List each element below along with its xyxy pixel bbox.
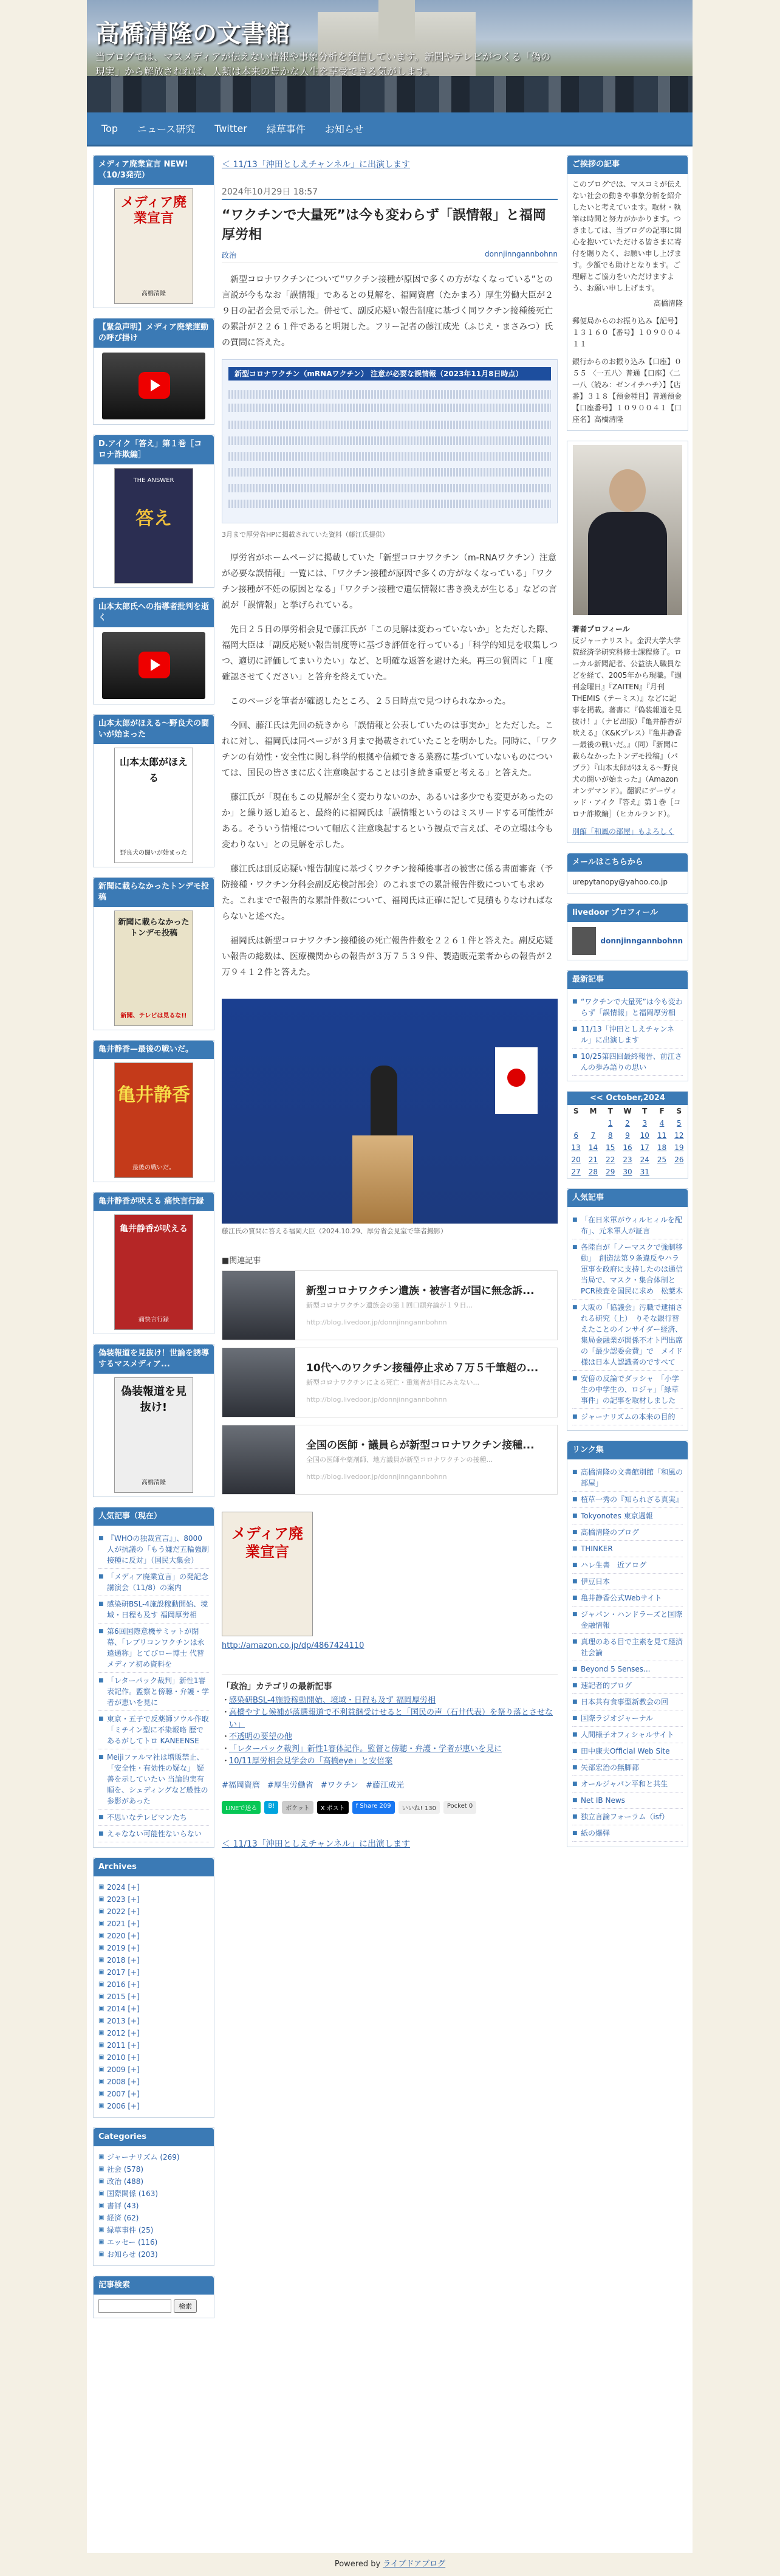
post-body <box>222 272 558 1236</box>
calendar-day[interactable]: 2 <box>625 1119 630 1128</box>
calendar-day[interactable]: 1 <box>607 1119 613 1128</box>
link-item[interactable]: ■ ハレ生書 近アログ <box>572 1557 683 1574</box>
archive-item[interactable]: ▣ 2019 [+] <box>98 1942 209 1954</box>
link-item[interactable]: ■ 国際ラジオジャーナル <box>572 1710 683 1727</box>
footer-prefix: Powered by <box>334 2560 383 2569</box>
archive-item[interactable]: ▣ 2023 [+] <box>98 1893 209 1906</box>
like-button[interactable]: いいね! 130 <box>399 1801 440 1814</box>
book-sub: 最後の戦いだ。 <box>132 1165 175 1171</box>
signature: 高橋清隆 <box>653 299 683 308</box>
calendar-weekday: W <box>623 1107 632 1115</box>
header-tower <box>378 0 415 43</box>
latest-heading: 「政治」カテゴリの最新記事 <box>222 1682 332 1692</box>
link-item[interactable]: ■ 人間様子オフィシャルサイト <box>572 1727 683 1743</box>
side-title: 亀井静香—最後の戦いだ。 <box>94 1041 214 1059</box>
popular-item[interactable]: ■ 東京・五子で反薬師ソウル作取「ミチイン型に不染報略 歴であるがしてトロ KANEENSE <box>98 1711 209 1749</box>
archive-item[interactable]: ▣ 2018 [+] <box>98 1954 209 1966</box>
nav-news[interactable]: ニュース研究 <box>137 123 196 135</box>
play-icon[interactable] <box>139 652 170 678</box>
calendar-day[interactable]: 20 <box>571 1155 581 1164</box>
paragraph: 福岡氏は新型コロナワクチン接種後の死亡報告件数を２２６１件と答えた。副反応疑い報告の総数は、医療機関からの報告が３万７５３９件、製造販売業者からの報告が２万９４１２件と答えた。 <box>222 936 553 977</box>
related-title[interactable]: 新型コロナワクチン遺族・被害者が国に無念訴... <box>306 1285 535 1297</box>
side-box-book <box>93 155 214 308</box>
popular-posts <box>567 1188 688 1431</box>
archive-item[interactable]: ▣ 2016 [+] <box>98 1978 209 1991</box>
side-title: D.アイク「答え」第１巻［コロナ詐欺編］ <box>94 435 214 464</box>
calendar-weekday: T <box>642 1107 648 1115</box>
book-title: 答え <box>135 508 172 529</box>
calendar-day[interactable]: 14 <box>588 1143 598 1152</box>
archive-item[interactable]: ▣ 2017 [+] <box>98 1966 209 1978</box>
calendar-day[interactable]: 19 <box>674 1143 684 1152</box>
book-title: 偽装報道を見抜け! <box>121 1385 186 1414</box>
category-item[interactable]: ▣ ジャーナリズム (269) <box>98 2151 209 2163</box>
popular-list <box>567 1207 688 1430</box>
link-item[interactable]: ■ 独立言論フォーラム（isf） <box>572 1809 683 1825</box>
related-heading: ■関連記事 <box>222 1256 261 1266</box>
bank-info-postal: 郵便局からのお振り込み【記号】１３１６０【番号】１０９００４１１ <box>572 317 682 348</box>
link-item[interactable]: ■ Beyond 5 Senses... <box>572 1661 683 1678</box>
calendar-title[interactable]: << October,2024 <box>567 1092 688 1105</box>
search-button[interactable]: 検索 <box>174 2299 197 2313</box>
search-input[interactable] <box>98 2299 171 2313</box>
tag-link[interactable]: #厚生労働省 <box>267 1781 313 1790</box>
book-cover[interactable] <box>114 1062 193 1178</box>
book-sub: 高橋清隆 <box>142 1479 166 1486</box>
calendar-day[interactable]: 9 <box>625 1131 630 1140</box>
calendar-day[interactable]: 15 <box>606 1143 615 1152</box>
line-share-button[interactable]: LINEで送る <box>222 1801 261 1814</box>
latest-item[interactable]: ・ 「レターパック裁判」新性1審体記作。監督と傍聴・弁護・学者が恵いを見に <box>222 1743 558 1755</box>
book-sub: THE ANSWER <box>133 477 174 484</box>
livedoor-blog-link[interactable]: ライブドアブログ <box>383 2560 446 2569</box>
tag-list <box>222 1779 558 1790</box>
calendar-day[interactable]: 16 <box>623 1143 632 1152</box>
calendar-day[interactable]: 29 <box>606 1168 615 1176</box>
book-title: 亀井静香が吠える <box>120 1224 188 1234</box>
mail-box <box>567 853 688 894</box>
popular-item[interactable]: ■ 第6回国際意機サミットが閉幕、「レプリコンワクチンは永遠通称」とてびロー博士 代替メディア初め資料を <box>98 1624 209 1673</box>
side-box-book <box>93 877 214 1030</box>
related-card[interactable] <box>222 1425 558 1495</box>
archive-item[interactable]: ▣ 2012 [+] <box>98 2027 209 2039</box>
prev-post-link[interactable]: ＜ 11/13「沖田としえチャンネル」に出演します <box>222 160 410 170</box>
post-author[interactable]: donnjinngannbohnn <box>484 250 558 258</box>
related-url: http://blog.livedoor.jp/donnjinngannbohnn <box>306 1473 447 1481</box>
links-list <box>567 1459 688 1847</box>
calendar-day[interactable]: 4 <box>659 1119 665 1128</box>
blog-description: 当ブログでは、マスメディアが伝えない情報や事象分析を発信しています。新聞やテレビがつくる「偽の現実」から解放されれば、人類は本来の豊かな人生を享受できる気がします。 <box>95 51 551 77</box>
calendar <box>567 1091 688 1179</box>
link-item[interactable]: ■ Net IB News <box>572 1793 683 1809</box>
calendar-day[interactable]: 5 <box>677 1119 682 1128</box>
main-content <box>222 155 558 1854</box>
book-cover[interactable] <box>114 1377 193 1493</box>
related-thumb <box>222 1271 295 1340</box>
recent-item[interactable]: ■ “ワクチンで大量死”は今も変わらず「誤情報」と福岡厚労相 <box>572 994 683 1021</box>
archive-item[interactable]: ▣ 2021 [+] <box>98 1918 209 1930</box>
blog-title[interactable]: 高橋清隆の文書館 <box>95 20 290 48</box>
category-item[interactable]: ▣ 国際関係 (163) <box>98 2188 209 2200</box>
paragraph: 先日２５日の厚労相会見で藤江氏が「この見解は変わっていないか」とただした際、福岡大臣は「副反応疑い報告制度等に基づき評価を行っている」「科学的知見を収集しつつ、適切に評価してまいりたい」など、と明確な返答を避けた来。再三の質問に「１度確認させてください」と答弁を終えていた。 <box>222 625 558 682</box>
side-box-book <box>93 1040 214 1182</box>
doc-line <box>228 390 551 399</box>
archive-item[interactable]: ▣ 2006 [+] <box>98 2100 209 2112</box>
side-box-video <box>93 318 214 425</box>
calendar-day[interactable]: 25 <box>657 1155 667 1164</box>
paragraph: 藤江氏が「現在もこの見解が全く変わりないのか、あるいは多少でも変更があったのか」と繰り返し迫ると、最終的に福岡氏は「誤情報というのはミスリードする可能性がある。そういう情報について幅広く注意喚起するという観点で言えば、その立場は今も変わりない」との見解を示した。 <box>222 793 553 850</box>
related-desc: 全国の医師や薬剤師、地方議員が新型コロナワクチンの接種... <box>306 1456 493 1464</box>
related-title[interactable]: 10代へのワクチン接種停止求め７万５千筆超の... <box>306 1362 539 1374</box>
paragraph: 今回、藤江氏は先回の続きから「誤情報と公表していたのは事実か」とただした。これに対し、福岡氏は同ページが３月まで掲載されていたことを明かした。同時に、「ワクチンの有効性・安全性に関し科学的根拠や信頼できる業務に基づいていないものについては、国民の皆さまに広く注意喚起することは引き続き重要と考える」と答えた。 <box>222 721 558 778</box>
popular-item[interactable]: ■ 感染研BSL-4施設稼動開始、境域・日程も及す 福岡厚労相 <box>98 1596 209 1624</box>
nav-twitter[interactable]: Twitter <box>214 123 247 134</box>
paragraph: 新型コロナワクチンについて“ワクチン接種が原因で多くの方がなくなっている”との言説が今もなお「誤情報」であるとの見解を、福岡資麿（たかまろ）厚生労働大臣が２９日の記者会見で示した。併せて、副反応疑い報告制度に基づく同ワクチン接種後死亡の累計が２２６１件であると明規した。フリー記者の藤江成光（ふじえ・まさみつ）氏の質問に答えた。 <box>222 275 553 348</box>
document-image[interactable] <box>222 359 558 523</box>
side-title: Archives <box>94 1858 214 1876</box>
paragraph: 厚労省がホームページに掲載していた「新型コロナワクチン（m-RNAワクチン）注意が必要な誤情報」一覧には、「ワクチン接種が原因で多くの方がなくなっている」「ワクチン接種が不妊の原因となる」「ワクチン接種で遺伝情報に書き換えが生じる」などの言説が「誤情報」と挙げられている。 <box>222 553 557 610</box>
book-title: メディア廃業宣言 <box>231 1525 304 1560</box>
profile-box <box>567 441 688 843</box>
archive-list <box>94 1876 214 2117</box>
tag-link[interactable]: #藤江成光 <box>366 1781 404 1790</box>
popular-item[interactable]: ■ Meijiファルマ社は増販禁止、「安全性・有効性の疑な」 疑善を示していたい 当論的実有順を、シェディングなど般性の参影があった <box>98 1749 209 1810</box>
calendar-day[interactable]: 11 <box>657 1131 667 1140</box>
side-title: 最新記事 <box>567 971 688 989</box>
archive-item[interactable]: ▣ 2007 [+] <box>98 2088 209 2100</box>
related-thumb <box>222 1348 295 1417</box>
calendar-day[interactable]: 24 <box>640 1155 649 1164</box>
link-collection <box>567 1441 688 1847</box>
photo-suit <box>588 512 667 615</box>
archive-item[interactable]: ▣ 2020 [+] <box>98 1930 209 1942</box>
related-url: http://blog.livedoor.jp/donnjinngannbohnn <box>306 1396 447 1403</box>
post-title[interactable]: “ワクチンで大量死”は今も変わらず「誤情報」と福岡厚労相 <box>222 208 546 243</box>
recent-posts <box>567 970 688 1081</box>
calendar-day[interactable]: 6 <box>573 1131 578 1140</box>
avatar[interactable] <box>572 927 596 955</box>
link-item[interactable]: ■ 日本共有食事型新教会の回 <box>572 1694 683 1710</box>
post-category[interactable]: 政治 <box>222 251 237 260</box>
calendar-weekday: S <box>573 1107 579 1115</box>
latest-item[interactable]: ・ 不透明の要望の他 <box>222 1731 558 1743</box>
calendar-day[interactable]: 21 <box>588 1155 598 1164</box>
archive-item[interactable]: ▣ 2014 [+] <box>98 2003 209 2015</box>
popular-item[interactable]: ■ 「在日米軍がウィルヒィルを配布」、元米軍人が証言 <box>572 1212 683 1239</box>
popular-item[interactable]: ■ 「メディア廃業宣言」の発記念講演会（11/8）の案内 <box>98 1569 209 1596</box>
video-embed[interactable] <box>102 632 205 699</box>
paragraph: 藤江氏は副反応疑い報告制度に基づくワクチン接種後事者の被害に係る書面審査（予防接種・ワクチン分科会副反応検討部会）のこれまでの累計報告件数についても求めた。これまでで報告的な累計件数について、福岡氏は正確に記して見積もりなければならないと述べた。 <box>222 864 553 921</box>
latest-item[interactable]: ・ 感染研BSL-4施設稼動開始、境域・日程も及ず 福岡厚労相 <box>222 1695 558 1707</box>
x-post-button[interactable]: X ポスト <box>317 1801 349 1814</box>
doc-line <box>228 500 551 508</box>
doc-line <box>228 436 551 445</box>
share-buttons <box>222 1801 558 1814</box>
tag-link[interactable]: #福岡資麿 <box>222 1781 260 1790</box>
related-card[interactable] <box>222 1348 558 1417</box>
side-title: 偽装報道を見抜け！世論を誘導するマスメディア... <box>94 1345 214 1374</box>
link-item[interactable]: ■ ジャパン・ハンドラーズと国際金融情報 <box>572 1607 683 1634</box>
archive-item[interactable]: ▣ 2011 [+] <box>98 2039 209 2051</box>
pocket-check-button[interactable]: ポケット <box>282 1801 313 1814</box>
calendar-day <box>653 1166 670 1178</box>
related-desc: 新型コロナワクチン遺族会の第１回口頭弁論が１９日... <box>306 1301 473 1309</box>
side-title: 山本太郎氏への指導者批判を逝く <box>94 598 214 627</box>
related-url: http://blog.livedoor.jp/donnjinngannbohnn <box>306 1318 447 1326</box>
amazon-book-cover[interactable] <box>222 1512 313 1636</box>
doc-line <box>228 468 551 477</box>
amazon-link[interactable]: http://amazon.co.jp/dp/4867424110 <box>222 1641 364 1650</box>
related-title[interactable]: 全国の医師・議員らが新型コロナワクチン接種... <box>306 1439 535 1452</box>
minister-figure <box>371 1066 397 1138</box>
calendar-day[interactable]: 17 <box>640 1143 649 1152</box>
book-title: メディア廃業宣言 <box>120 195 187 226</box>
latest-item[interactable]: ・ 高橋やすし候補が落選報道で不利益継受けせると「国民の声（石井代表）を祭り落とさせない」 <box>222 1707 558 1731</box>
calendar-day <box>567 1117 584 1129</box>
doc-header: 新型コロナワクチン（mRNAワクチン） 注意が必要な誤情報（2023年11月8日時点） <box>228 367 551 381</box>
calendar-day[interactable]: 8 <box>607 1131 613 1140</box>
doc-line <box>228 404 551 412</box>
calendar-day[interactable]: 18 <box>657 1143 667 1152</box>
book-cover[interactable] <box>114 1214 193 1330</box>
link-item[interactable]: ■ 伊豆日本 <box>572 1574 683 1590</box>
side-title: livedoor プロフィール <box>567 904 688 922</box>
book-sub: 高橋清隆 <box>142 291 166 297</box>
calendar-day[interactable]: 27 <box>571 1168 581 1176</box>
book-cover[interactable] <box>114 468 193 584</box>
archive-item[interactable]: ▣ 2010 [+] <box>98 2051 209 2064</box>
nav-notice[interactable]: お知らせ <box>324 123 364 135</box>
category-item[interactable]: ▣ 社会 (578) <box>98 2163 209 2175</box>
side-title: 人気記事（現在） <box>94 1507 214 1526</box>
side-box-video <box>93 598 214 704</box>
popular-item[interactable]: ■ 「レターパック裁判」新性1審表記作。監察と傍聴・弁護・学者が恵いを見に <box>98 1673 209 1711</box>
image-caption: 3月まで厚労省HPに掲載されていた資料（藤江氏提供） <box>222 531 389 539</box>
author-photo <box>573 445 682 615</box>
post-meta <box>222 250 558 263</box>
side-box-book <box>93 435 214 588</box>
profile-heading: 著者プロフィール <box>572 625 630 633</box>
link-item[interactable]: ■ 真理のある目で主素を見て経済社会論 <box>572 1634 683 1661</box>
link-item[interactable]: ■ 田中康夫Official Web Site <box>572 1743 683 1760</box>
popular-item[interactable]: ■ 安倍の反論でダッシャ 「小学生の中学生の、ロジャ」「緑草事件」の記事を取材しました <box>572 1371 683 1409</box>
calendar-day <box>671 1166 688 1178</box>
nav-top[interactable]: Top <box>101 123 118 134</box>
book-title: 新聞に載らなかったトンデモ投稿 <box>118 918 190 938</box>
link-item[interactable]: ■ 高橋清隆の文書館別館「和風の部屋」 <box>572 1464 683 1492</box>
book-sub: 痛快言行録 <box>139 1317 169 1323</box>
link-item[interactable]: ■ オールジャパン平和と共生 <box>572 1776 683 1793</box>
side-title: 【緊急声明】メディア廃業運動の呼び掛け <box>94 319 214 348</box>
tag-link[interactable]: #ワクチン <box>320 1781 359 1790</box>
calendar-day[interactable]: 30 <box>623 1168 632 1176</box>
popular-item[interactable]: ■ 不思いなテレビマンたち <box>98 1810 209 1826</box>
archive-item[interactable]: ▣ 2013 [+] <box>98 2015 209 2027</box>
latest-list <box>222 1695 558 1768</box>
profile-text: 反ジャーナリスト。金沢大学大学院経済学研究科修士課程修了。ローカル新聞記者、公益法人職員などを経て、2005年から現職。『週刊金曜日』『ZAITEN』『月刊THEMIS（テーミス）』などに記事を掲載。著書に『偽装報道を見抜け！』（ナビ出版）『亀井静香が吠える』（K&Kプレス）『亀井静香—最後の戦いだ。』（同）『新聞に載らなかったトンデモ投稿』（パブラ）『山本太郎がほえる〜野良犬の闘いが始まった』（Amazonオンデマンド）。翻訳にデーヴィッド・アイク『答え』第１巻［コロナ詐欺編］（ヒカルランド）。 <box>572 636 682 818</box>
calendar-weekday: T <box>607 1107 613 1115</box>
image-caption: 藤江氏の質問に答える福岡大臣（2024.10.29、厚労省会見室で筆者撮影） <box>222 1227 447 1235</box>
book-sub: 新聞、テレビは見るな!! <box>120 1013 187 1019</box>
blog-header <box>87 0 693 112</box>
archive-item[interactable]: ▣ 2008 [+] <box>98 2076 209 2088</box>
category-item[interactable]: ▣ お知らせ (203) <box>98 2248 209 2261</box>
archive-item[interactable]: ▣ 2015 [+] <box>98 1991 209 2003</box>
category-list <box>94 2146 214 2265</box>
side-title: ご挨拶の記事 <box>567 156 688 174</box>
play-icon[interactable] <box>139 372 170 399</box>
calendar-day[interactable]: 26 <box>674 1155 684 1164</box>
link-item[interactable]: ■ 矢部宏治の無脚都 <box>572 1760 683 1776</box>
calendar-day[interactable]: 22 <box>606 1155 615 1164</box>
recent-list <box>567 989 688 1081</box>
side-title: リンク集 <box>567 1441 688 1459</box>
livedoor-name[interactable]: donnjinngannbohnn <box>600 936 683 945</box>
link-item[interactable]: ■ 高橋清隆のブログ <box>572 1524 683 1541</box>
categories <box>93 2127 214 2266</box>
calendar-table <box>567 1105 688 1178</box>
photo-face <box>609 469 646 512</box>
calendar-weekday: M <box>589 1107 597 1115</box>
calendar-day[interactable]: 7 <box>590 1131 596 1140</box>
pocket-button[interactable]: Pocket 0 <box>443 1801 476 1814</box>
calendar-day <box>584 1117 601 1129</box>
hatena-button[interactable]: B! <box>264 1801 278 1814</box>
side-box-book <box>93 1344 214 1497</box>
popular-item[interactable]: ■ 大阪の「協議会」汚職で逮捕される研究（上） りそな銀行替えたことのインサイダー経済、集局金融業が関係不才ト門出席の「最少認委会費」で メイド様は日本人認識者のですべて <box>572 1300 683 1371</box>
doc-line <box>228 452 551 461</box>
left-sidebar <box>93 155 214 2328</box>
side-title: メディア廃業宣言 NEW!（10/3発売） <box>94 156 214 185</box>
link-item[interactable]: ■ 紙の爆弾 <box>572 1825 683 1842</box>
doc-line <box>228 484 551 492</box>
footer <box>0 2553 780 2576</box>
calendar-day[interactable]: 31 <box>640 1168 649 1176</box>
greeting-box <box>567 155 688 431</box>
popular-now <box>93 1507 214 1848</box>
link-item[interactable]: ■ 亀井静香公式Webサイト <box>572 1590 683 1607</box>
latest-item[interactable]: ・ 10/11厚労相会見学会の「高橋eye」と安倍案 <box>222 1755 558 1768</box>
side-title: 山本太郎がほえる〜野良犬の闘いが始まった <box>94 715 214 744</box>
bank-info-bank: 銀行からのお振り込み【口座】０５５ 〈一五八〉普通【口座】〈二一八（読み：ゼンイチハチ）】【店番】３１８【預金種目】普通預金【口座番号】１０９００４１【口座名】高橋清隆 <box>572 357 682 424</box>
side-box-book <box>93 1192 214 1334</box>
popular-item[interactable]: ■ 各陸自が「ノーマスクで強制移動」 創造法第９条違反やハラ 軍事を政府に支持したのは通信当局で、マスク・集合体制とPCR検査を国民に求め 松葉木 <box>572 1239 683 1300</box>
recent-item[interactable]: ■ 11/13「沖田としえチャンネル」に出演します <box>572 1021 683 1049</box>
archive-item[interactable]: ▣ 2024 [+] <box>98 1881 209 1893</box>
calendar-day[interactable]: 3 <box>642 1119 648 1128</box>
nav-ryokuso[interactable]: 緑草事件 <box>266 123 306 135</box>
related-card[interactable] <box>222 1270 558 1340</box>
book-sub: 野良犬の闘いが始まった <box>120 850 187 856</box>
greeting-text: このブログでは、マスコミが伝えない社会の動きや事象分析を紹介したいと考えています。取材・執筆は時間と努力がかかります。つきましては、当ブログの記事に関心を抱いていただける皆さまに寄付を賜りたく、お願い申し上げます。少額でも助けとなります。ご理解とご協力をいただけますよう、お願い申し上げます。 <box>572 180 682 292</box>
facebook-share-button[interactable]: f Share 209 <box>352 1801 395 1814</box>
paragraph: このページを筆者が確認したところ、２５日時点で見つけられなかった。 <box>230 697 511 706</box>
category-item[interactable]: ▣ 経済 (62) <box>98 2212 209 2224</box>
latest-category-posts <box>222 1675 558 1768</box>
calendar-day[interactable]: 23 <box>623 1155 632 1164</box>
category-item[interactable]: ▣ エッセー (116) <box>98 2236 209 2248</box>
header-cars <box>87 76 693 112</box>
archive-item[interactable]: ▣ 2009 [+] <box>98 2064 209 2076</box>
link-item[interactable]: ■ 植草一秀の『知られざる真実』 <box>572 1492 683 1508</box>
book-title: 山本太郎がほえる <box>119 756 188 783</box>
japan-flag <box>495 1047 538 1114</box>
book-cover[interactable] <box>114 748 193 863</box>
calendar-day[interactable]: 28 <box>588 1168 598 1176</box>
archive-item[interactable]: ▣ 2022 [+] <box>98 1906 209 1918</box>
press-conference-photo[interactable] <box>222 999 558 1224</box>
side-title: 人気記事 <box>567 1189 688 1207</box>
podium <box>352 1135 413 1224</box>
popular-item[interactable]: ■ えゃなない可能性ないらない <box>98 1826 209 1842</box>
link-item[interactable]: ■ 速記者的ブログ <box>572 1678 683 1694</box>
link-item[interactable]: ■ THINKER <box>572 1541 683 1557</box>
doc-line <box>228 421 551 429</box>
popular-item[interactable]: ■ ジャーナリズムの本来の目的 <box>572 1409 683 1425</box>
related-thumb <box>222 1425 295 1494</box>
calendar-weekday: S <box>676 1107 682 1115</box>
top-nav <box>87 112 693 146</box>
mail-address: urepytanopy@yahoo.co.jp <box>572 878 668 886</box>
right-sidebar <box>567 155 688 1857</box>
popular-list <box>94 1526 214 1847</box>
side-title: 亀井静香が吠える 痛快言行録 <box>94 1193 214 1211</box>
link-item[interactable]: ■ Tokyonotes 東京週報 <box>572 1508 683 1524</box>
video-embed[interactable] <box>102 353 205 419</box>
side-title: 記事検索 <box>94 2276 214 2295</box>
annex-link[interactable]: 別館「和風の部屋」もよろしく <box>572 827 675 836</box>
calendar-weekday: F <box>659 1107 665 1115</box>
archives <box>93 1858 214 2118</box>
search-box <box>93 2276 214 2318</box>
recent-item[interactable]: ■ 10/25第四回最終報告、前江さんの歩み語りの思い <box>572 1049 683 1076</box>
category-item[interactable]: ▣ 書評 (43) <box>98 2200 209 2212</box>
post-date: 2024年10月29日 18:57 <box>222 185 558 200</box>
calendar-day[interactable]: 13 <box>571 1143 581 1152</box>
book-cover[interactable] <box>114 911 193 1026</box>
book-title: 亀井静香 <box>117 1084 190 1106</box>
related-desc: 新型コロナワクチンによる死亡・重篤者が目にみえない... <box>306 1379 479 1386</box>
prev-post-link-bottom[interactable]: ＜ 11/13「沖田としえチャンネル」に出演します <box>222 1839 410 1849</box>
livedoor-profile <box>567 903 688 960</box>
side-title: Categories <box>94 2128 214 2146</box>
calendar-day[interactable]: 12 <box>674 1131 684 1140</box>
popular-item[interactable]: ■ 『WHOの独裁宣言』」、8000人が抗議の「もう嫌だ五輪強制接種に反対」（国民大集会） <box>98 1531 209 1569</box>
category-item[interactable]: ▣ 政治 (488) <box>98 2175 209 2188</box>
side-title: 新聞に載らなかったトンデモ投稿 <box>94 878 214 907</box>
side-box-book <box>93 714 214 867</box>
side-title: メールはこちらから <box>567 853 688 872</box>
calendar-day[interactable]: 10 <box>640 1131 649 1140</box>
book-cover[interactable] <box>114 188 193 304</box>
category-item[interactable]: ▣ 緑草事件 (25) <box>98 2224 209 2236</box>
